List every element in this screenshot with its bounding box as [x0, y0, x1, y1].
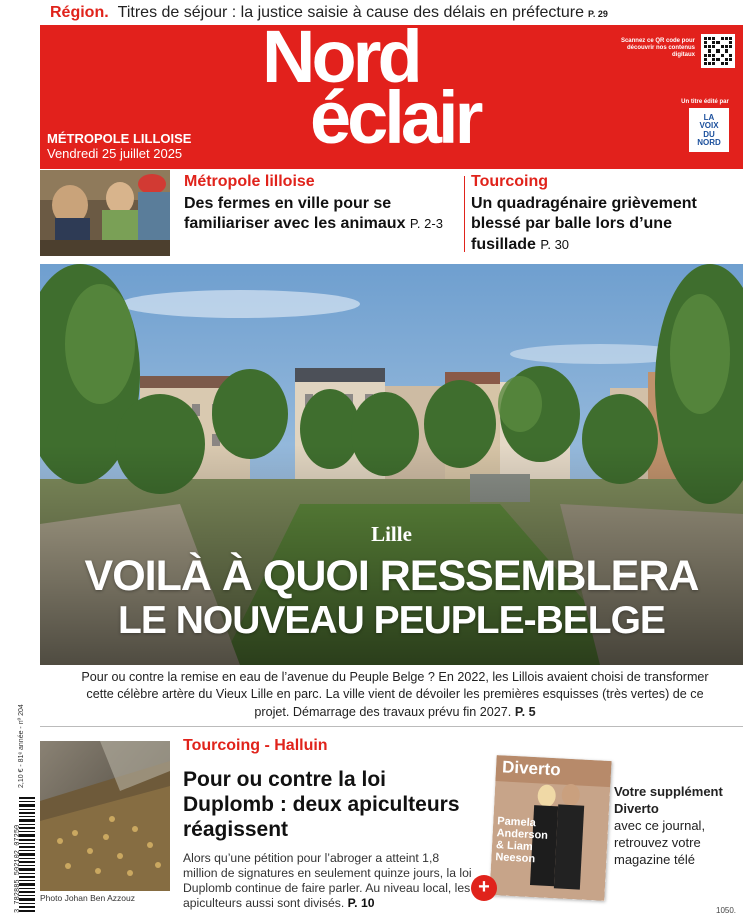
supplement-title: Votre supplément Diverto	[614, 784, 723, 816]
hero-headline-line-1: VOILÀ À QUOI RESSEMBLERA	[84, 552, 699, 600]
price-edition-info	[6, 690, 25, 790]
top-teaser-text: Titres de séjour : la justice saisie à cause des délais en préfecture	[117, 4, 584, 21]
farm-children-photo[interactable]	[40, 170, 170, 256]
masthead	[40, 15, 743, 169]
article-body-text: Alors qu’une pétition pour l’abroger a atteint 1,8 million de signatures en seulement quinze jours, la loi Duplomb continue de faire parler. Au niveau local, les apiculteurs aussi sont divisés.	[183, 851, 472, 910]
article-page: P. 10	[347, 896, 375, 910]
teaser-headline-text: Des fermes en ville pour se familiariser avec les animaux	[184, 195, 406, 233]
publisher-logo-word: LA	[703, 113, 715, 122]
newspaper-logo[interactable]	[250, 15, 550, 159]
diverto-magazine-cover[interactable]	[489, 755, 611, 901]
section-divider	[40, 726, 743, 727]
price-edition-text: 2,10 € - 81ᵉ année - nº 204	[18, 704, 25, 788]
article-title[interactable]: Pour ou contre la loi Duplomb : deux apiculteurs réagissent	[183, 768, 460, 841]
article-kicker: Tourcoing - Halluin	[183, 737, 328, 754]
top-teaser-kicker: Région.	[50, 4, 109, 21]
publisher-logo-word: NORD	[697, 138, 721, 148]
plus-icon: +	[471, 875, 497, 901]
teaser-headline-text: Un quadragénaire grièvement blessé par balle lors d’une fusillade	[471, 195, 697, 253]
logo-line-1: Nord	[262, 15, 419, 98]
publisher-label: Un titre édité par	[681, 99, 729, 105]
magazine-cover-names: Pamela Anderson & Liam Neeson	[495, 815, 549, 866]
teaser-page: P. 2-3	[409, 216, 443, 232]
hero-story[interactable]	[40, 264, 743, 665]
publisher-logo-word: VOIX	[699, 121, 719, 131]
beekeeping-photo[interactable]	[40, 741, 170, 891]
supplement-text: avec ce journal, retrouvez votre magazine télé	[614, 817, 706, 867]
teaser-headline	[471, 194, 733, 255]
edition-date: Vendredi 25 juillet 2025	[47, 146, 183, 161]
page-serial: 1050.	[716, 906, 737, 915]
la-voix-du-nord-logo[interactable]	[689, 108, 729, 152]
hero-lead-page: P. 5	[514, 704, 536, 719]
publisher	[675, 99, 735, 152]
edition-info	[47, 131, 191, 161]
qr-caption: Scannez ce QR code pour découvrir nos contenus digitaux	[620, 38, 695, 58]
supplement-promo[interactable]	[614, 784, 744, 868]
teaser-fermes[interactable]	[184, 173, 454, 235]
hero-kicker: Lille	[371, 522, 412, 546]
barcode-number-text: 3 782885 502102 07250	[14, 824, 22, 913]
photo-credit: Photo Johan Ben Azzouz	[40, 893, 135, 903]
teaser-page: P. 30	[540, 236, 570, 252]
teaser-headline	[184, 194, 454, 235]
barcode-number	[4, 795, 22, 915]
qr-code-icon[interactable]	[701, 34, 735, 68]
article-body	[183, 851, 473, 911]
edition-region: MÉTROPOLE LILLOISE	[47, 131, 192, 146]
teaser-kicker: Tourcoing	[471, 173, 549, 190]
magazine-name: Diverto	[501, 757, 562, 780]
top-teaser-page: P. 29	[587, 9, 608, 19]
hero-headline-line-2: LE NOUVEAU PEUPLE-BELGE	[118, 599, 665, 642]
teaser-divider	[464, 176, 465, 252]
hero-lead-text: Pour ou contre la remise en eau de l’avenue du Peuple Belge ? En 2022, les Lillois avaient choisi de transformer cette célèbre artère du Vieux Lille en parc. La ville vient de dévoiler les premières esquisses (très vertes) de ce projet. Démarrage des travaux prévu fin 2027.	[81, 670, 709, 719]
teaser-kicker: Métropole lilloise	[184, 173, 315, 190]
hero-lead	[75, 669, 715, 721]
teaser-fusillade[interactable]	[471, 173, 733, 255]
logo-line-2: éclair	[310, 75, 480, 159]
publisher-logo-word: DU	[703, 129, 715, 139]
